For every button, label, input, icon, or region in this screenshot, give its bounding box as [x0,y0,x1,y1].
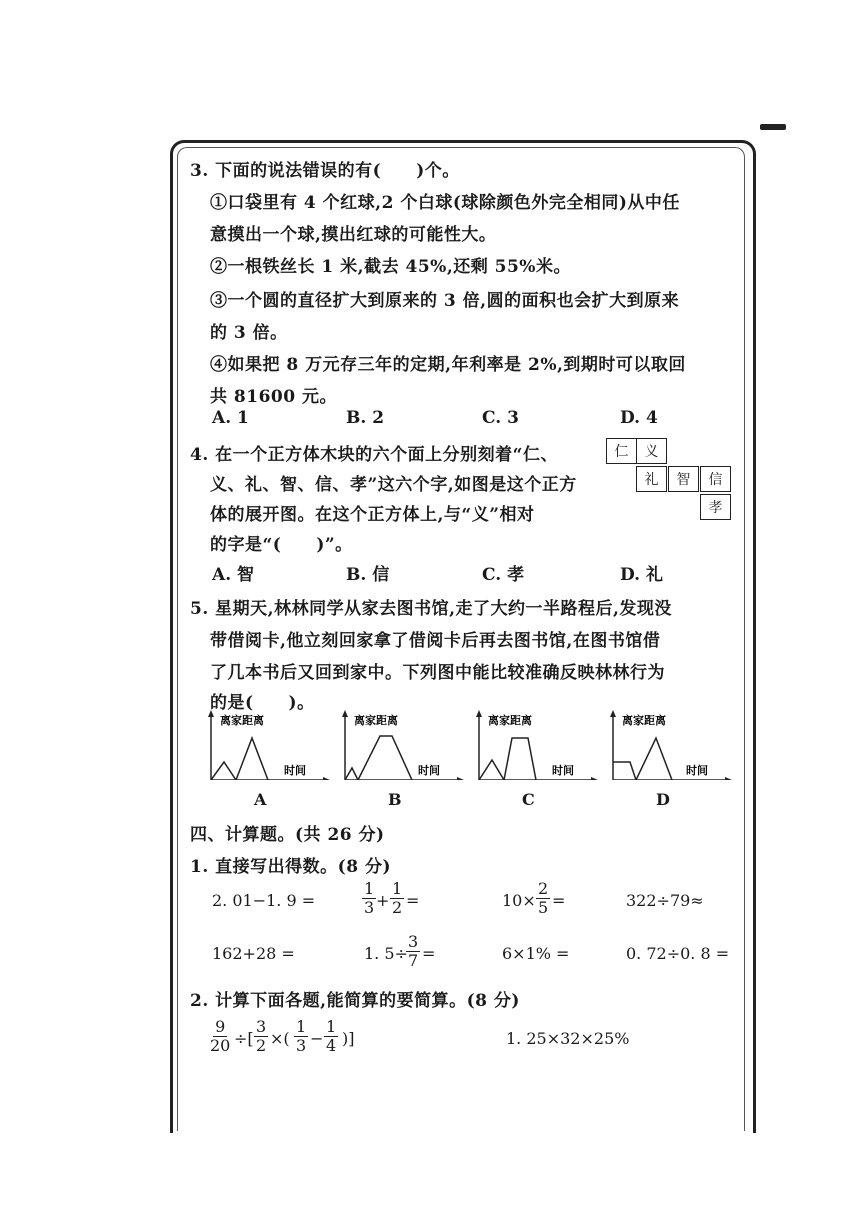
net-face-li: 礼 [636,466,667,492]
calc2-1-frac-d [324,1018,338,1055]
q3-option-a: A. 1 [212,408,249,428]
calc2-2: 1. 25×32×25% [506,1029,630,1048]
graph-b-xlabel: 时间 [418,764,440,777]
q4-line-2: 义、礼、智、信、孝”这六个字,如图是这个正方 [210,475,577,495]
calc2-1-frac-c-num: 1 [296,1017,307,1036]
graph-d-label: D [656,790,670,809]
calc-6-frac [406,933,420,970]
calc2-1-frac-a-den: 20 [210,1036,231,1055]
calc-1: 2. 01−1. 9 = [212,891,316,910]
calc2-1-op1: ÷[ [234,1029,254,1048]
graph-b [340,710,465,780]
calc-3-eq: = [552,891,566,910]
calc-2-frac-a-den: 3 [364,898,375,917]
calc2-1-frac-a [210,1018,230,1055]
graph-c [474,710,599,780]
calc-4: 322÷79≈ [626,891,704,910]
calc-2-eq: = [406,891,420,910]
q3-statement-4-cont: 共 81600 元。 [210,387,337,407]
corner-mark [760,124,786,130]
calc-7: 6×1% = [502,944,570,963]
graph-d-ylabel: 离家距离 [622,714,666,727]
calc2-1-op2: ×( [270,1029,290,1048]
calc2-1-frac-a-num: 9 [215,1017,226,1036]
q3-option-d: D. 4 [620,408,658,428]
calc-3-pre: 10× [502,891,536,910]
graph-a-ylabel: 离家距离 [220,714,264,727]
q5-line-2: 带借阅卡,他立刻回家拿了借阅卡后再去图书馆,在图书馆借 [210,631,661,651]
q5-line-1: 5. 星期天,林林同学从家去图书馆,走了大约一半路程后,发现没 [190,599,672,619]
q4-option-b: B. 信 [346,565,390,585]
calc2-1-frac-b-num: 3 [256,1017,267,1036]
q5-line-3: 了几本书后又回到家中。下列图中能比较准确反映林林行为 [210,663,665,683]
calc-2-op: + [376,891,390,910]
calc2-1-frac-b [254,1018,268,1055]
q3-option-c: C. 3 [482,408,519,428]
calc-6-pre: 1. 5÷ [364,944,408,963]
calc-8: 0. 72÷0. 8 = [626,944,730,963]
q4-line-1: 4. 在一个正方体木块的六个面上分别刻着“仁、 [190,445,558,465]
q3-statement-3: ③一个圆的直径扩大到原来的 3 倍,圆的面积也会扩大到原来 [210,291,680,311]
section4-part2-title: 2. 计算下面各题,能简算的要简算。(8 分) [190,991,520,1011]
calc-2-frac-a [362,880,376,917]
net-face-yi: 义 [636,438,667,464]
q4-option-a: A. 智 [212,565,255,585]
q3-option-b: B. 2 [346,408,385,428]
graph-b-ylabel: 离家距离 [354,714,398,727]
q3-stem: 3. 下面的说法错误的有( )个。 [190,161,460,181]
calc2-1-frac-b-den: 2 [256,1036,267,1055]
calc-6-eq: = [422,944,436,963]
calc-3-frac-num: 2 [538,879,549,898]
section4-title: 四、计算题。(共 26 分) [190,825,385,845]
q3-statement-4: ④如果把 8 万元存三年的定期,年利率是 2%,到期时可以取回 [210,355,686,375]
q3-statement-1-cont: 意摸出一个球,摸出红球的可能性大。 [210,225,497,245]
calc-2-frac-b [390,880,404,917]
calc-6-frac-num: 3 [408,932,419,951]
calc-2-frac-a-num: 1 [364,879,375,898]
graph-a-xlabel: 时间 [284,764,306,777]
graph-c-label: C [522,790,535,809]
graph-b-label: B [388,790,402,809]
net-face-xiao: 孝 [700,494,731,520]
net-face-ren: 仁 [606,438,637,464]
graph-a [206,710,331,780]
calc-6-frac-den: 7 [408,951,419,970]
calc2-1-close: )] [342,1029,355,1048]
calc2-1-frac-c-den: 3 [296,1036,307,1055]
q3-statement-2: ②一根铁丝长 1 米,截去 45%,还剩 55%米。 [210,257,571,277]
q3-statement-1: ①口袋里有 4 个红球,2 个白球(球除颜色外完全相同)从中任 [210,193,680,213]
calc2-1-frac-c [294,1018,308,1055]
calc2-1-op3: − [310,1029,324,1048]
q4-line-3: 体的展开图。在这个正方体上,与“义”相对 [210,505,535,525]
q4-line-4: 的字是“( )”。 [210,535,353,555]
q3-statement-3-cont: 的 3 倍。 [210,323,288,343]
q4-option-d: D. 礼 [620,565,663,585]
graph-d-xlabel: 时间 [686,764,708,777]
graph-d [608,710,733,780]
calc-3-frac [536,880,550,917]
calc2-1-frac-d-den: 4 [326,1036,337,1055]
calc-5: 162+28 = [212,944,295,963]
graph-a-label: A [254,790,267,809]
net-face-zhi: 智 [668,466,699,492]
net-face-xin: 信 [700,466,731,492]
section4-part1-title: 1. 直接写出得数。(8 分) [190,857,391,877]
calc-2-frac-b-num: 1 [392,879,403,898]
q4-option-c: C. 孝 [482,565,525,585]
q5-line-4: 的是( )。 [210,693,315,713]
calc-2-frac-b-den: 2 [392,898,403,917]
graph-c-xlabel: 时间 [552,764,574,777]
calc2-1-frac-d-num: 1 [326,1017,337,1036]
calc-3-frac-den: 5 [538,898,549,917]
graph-c-ylabel: 离家距离 [488,714,532,727]
